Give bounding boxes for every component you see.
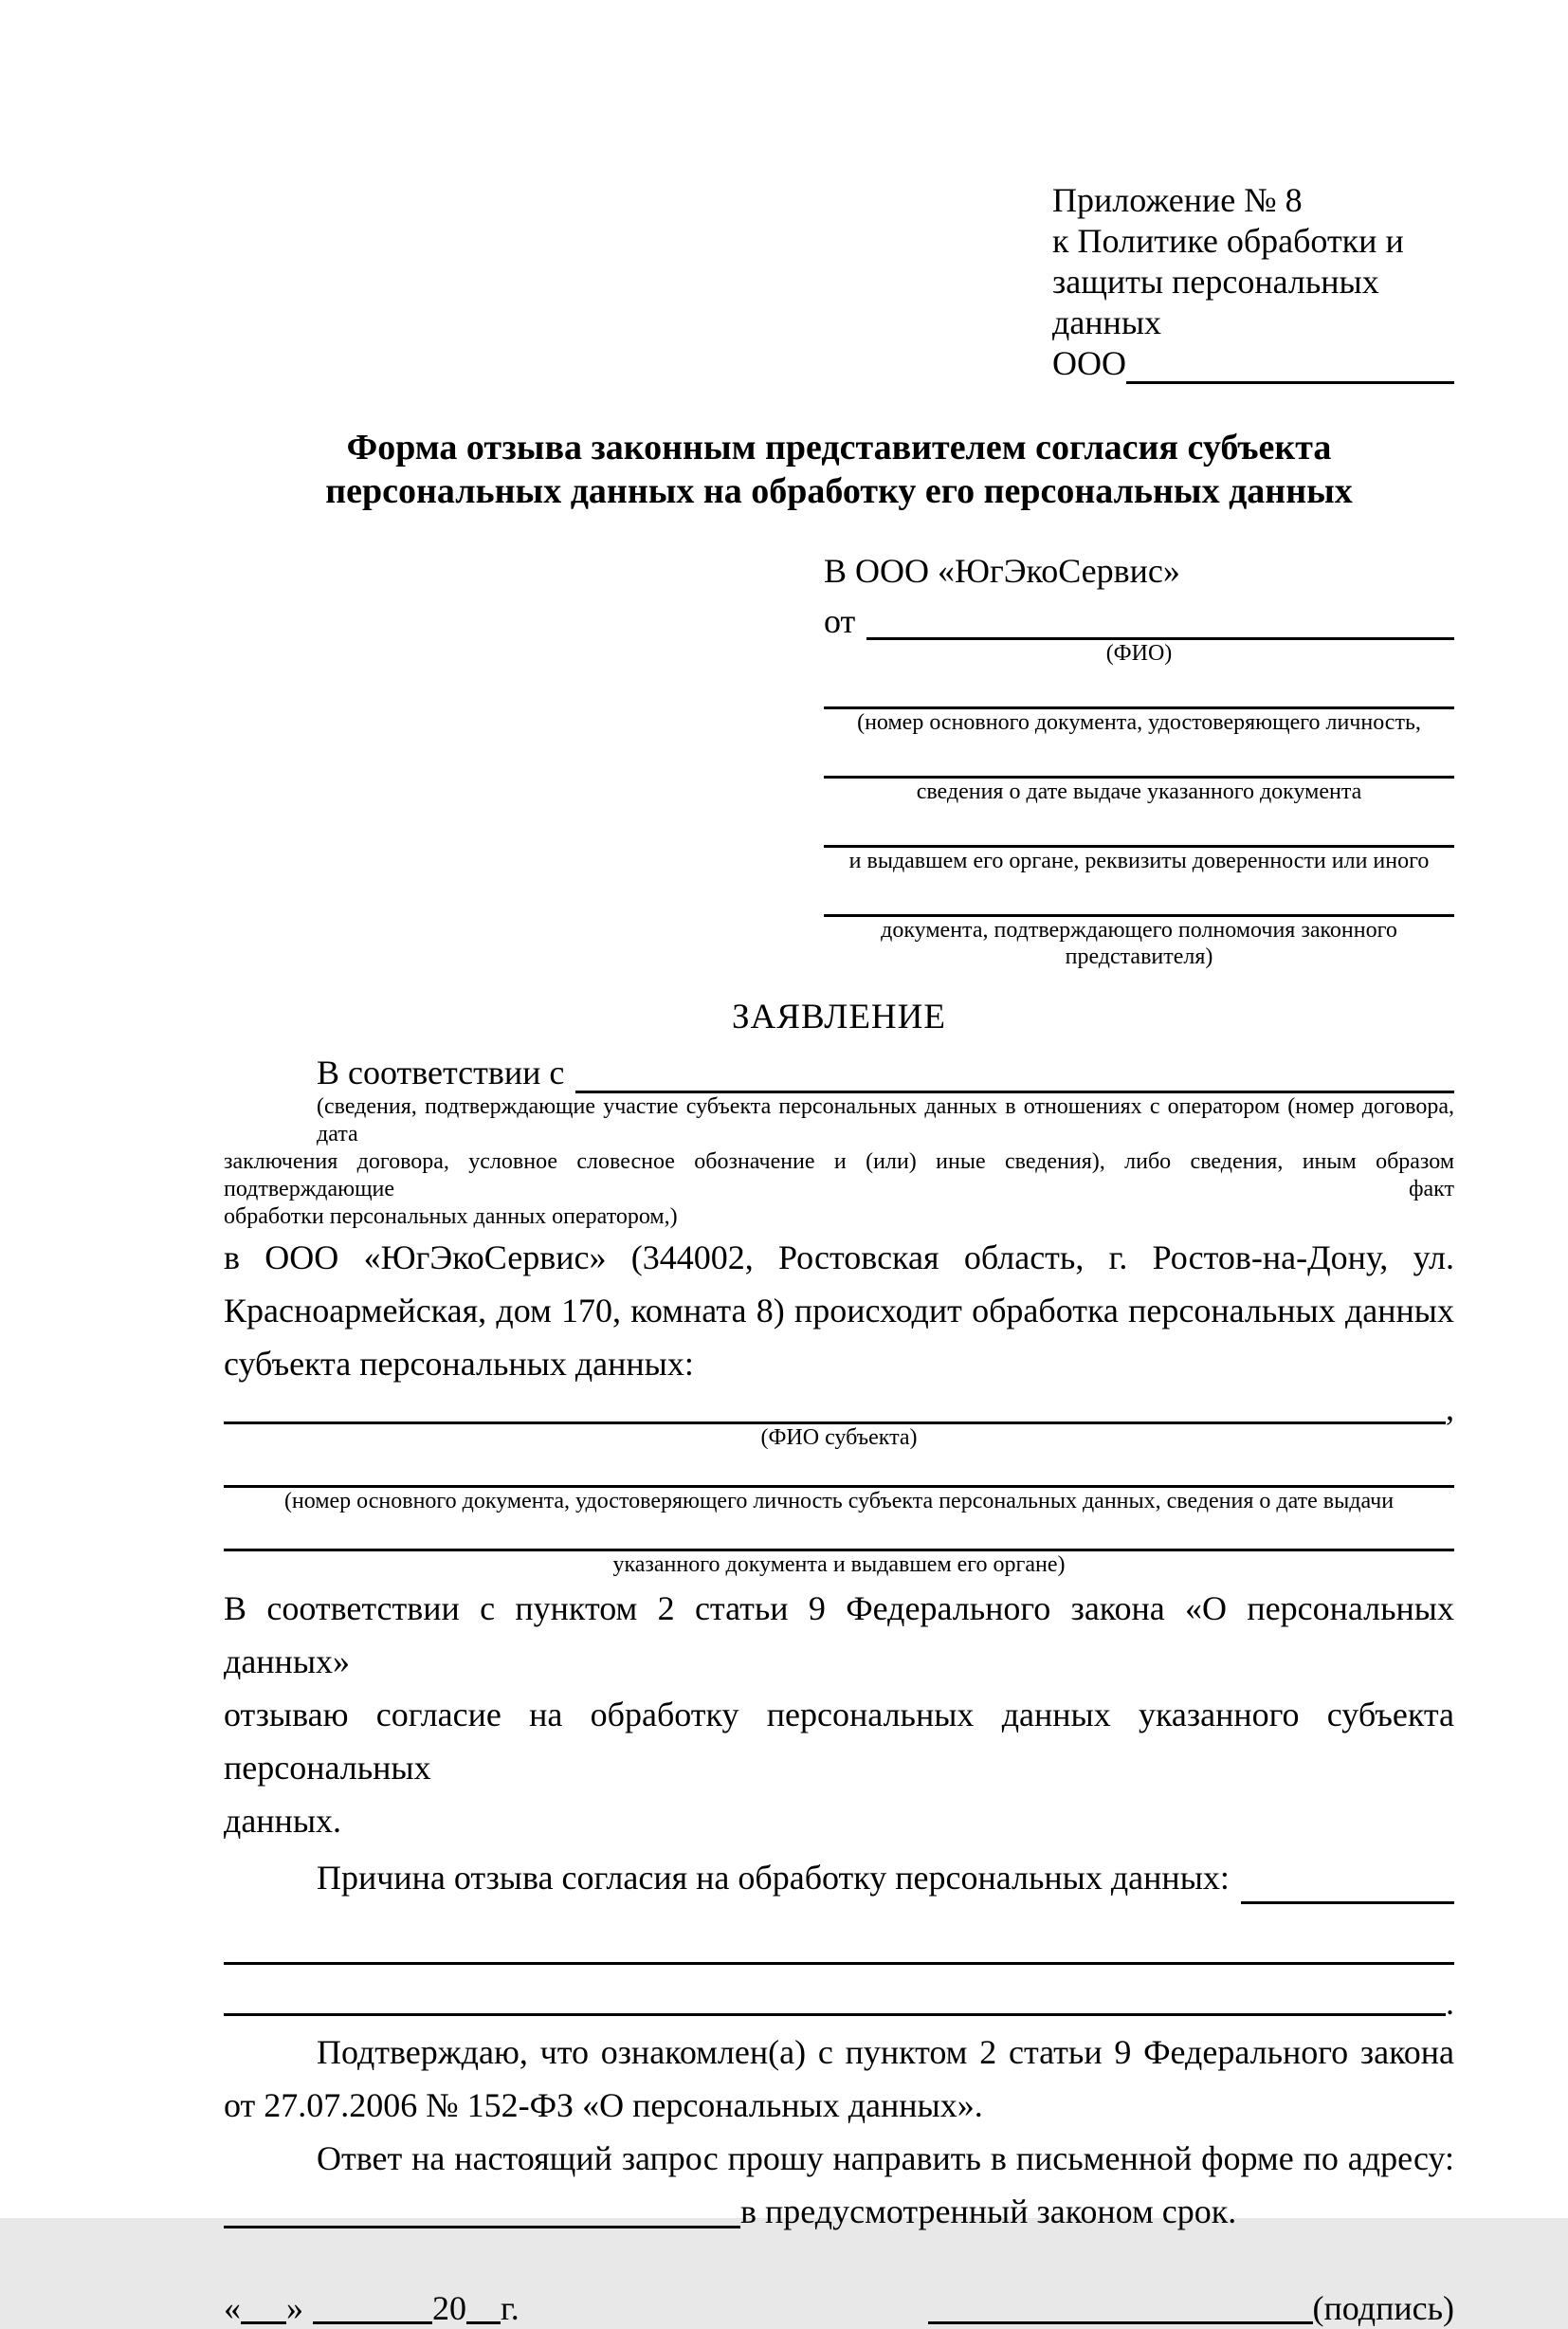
- subject-fio-row: [224, 1389, 1454, 1427]
- recipient-to-line: В ООО «ЮгЭкоСервис»: [824, 552, 1180, 590]
- operator-paragraph-line-3: субъекта персональных данных:: [224, 1345, 694, 1383]
- operator-paragraph-line-1: в ООО «ЮгЭкоСервис» (344002, Ростовская область, г. Ростов-на-Дону, ул.: [224, 1238, 1454, 1276]
- intro-caption-line-1: (сведения, подтверждающие участие субъекта персональных данных в отношениях с оператором (номер договора, дата: [317, 1094, 1454, 1146]
- operator-paragraph-line-2: Красноармейская, дом 170, комната 8) происходит обработка персональных данных: [224, 1292, 1454, 1330]
- reply-suffix: в предусмотренный законом срок.: [740, 2192, 1237, 2230]
- company-name-blank: [1126, 376, 1454, 384]
- reason-blank-2: [224, 2008, 1446, 2016]
- reply-line-2: [224, 2185, 1454, 2238]
- intro-blank: [575, 1086, 1454, 1093]
- doc-number-caption: (номер основного документа, удостоверяющего личность,: [857, 710, 1421, 735]
- footer-row: [224, 2287, 1454, 2329]
- reason-blank-1: [224, 1957, 1454, 1965]
- doc-number-blank: [824, 686, 1454, 709]
- company-row: [1052, 343, 1454, 384]
- date-quote-close: »: [286, 2289, 303, 2327]
- withdraw-paragraph: [224, 1582, 1454, 1847]
- reply-address-blank: [224, 2214, 740, 2228]
- date-group: [224, 2287, 520, 2329]
- reply-paragraph: [224, 2132, 1454, 2238]
- intro-caption-line-2: заключения договора, условное словесное обозначение и (или) иные сведения), либо сведения, иным образом подтверждающие факт: [224, 1149, 1454, 1201]
- reason-row: [224, 1851, 1454, 1904]
- date-year-blank: [466, 2310, 501, 2324]
- intro-label: В соответствии с: [317, 1054, 565, 1091]
- confirm-line-2: от 27.07.2006 № 152-ФЗ «О персональных данных».: [224, 2086, 983, 2124]
- doc-authority-group: [824, 824, 1454, 874]
- date-day-blank: [241, 2310, 286, 2324]
- subject-fio-comma: ,: [1446, 1389, 1454, 1427]
- intro-caption-line-3: обработки персональных данных оператором,): [224, 1204, 678, 1229]
- document-title-line-1: Форма отзыва законным представителем согласия субъекта: [346, 428, 1332, 468]
- from-row: [824, 602, 1454, 640]
- document-title: [224, 426, 1454, 513]
- subject-doc-caption-2: указанного документа и выдавшем его органе): [612, 1552, 1066, 1577]
- doc-powers-blank: [824, 893, 1454, 917]
- reason-label: Причина отзыва согласия на обработку персональных данных:: [317, 1859, 1230, 1897]
- signature-group: [928, 2287, 1454, 2329]
- appendix-line-1: Приложение № 8: [1052, 181, 1303, 219]
- date-quote-open: «: [224, 2289, 241, 2327]
- confirm-line-1: Подтверждаю, что ознакомлен(а) с пунктом 2 статьи 9 Федерального закона: [317, 2033, 1454, 2071]
- doc-powers-group: [824, 893, 1454, 970]
- recipient-block: [824, 551, 1454, 970]
- subject-doc-blank-1: [224, 1464, 1454, 1488]
- fio-caption: (ФИО): [1105, 641, 1173, 666]
- signature-caption: (подпись): [1312, 2289, 1454, 2327]
- reason-period: .: [1446, 1984, 1454, 2022]
- doc-issue-date-blank: [824, 755, 1454, 779]
- subject-doc-blank-2: [224, 1528, 1454, 1551]
- operator-paragraph: [224, 1231, 1454, 1390]
- reason-blank-row-2: [224, 1984, 1454, 2022]
- subject-fio-blank: [224, 1417, 1446, 1424]
- reason-blank-inline: [1241, 1897, 1454, 1904]
- doc-issue-date-caption: сведения о дате выдаче указанного документа: [916, 779, 1362, 804]
- reply-line-1: Ответ на настоящий запрос прошу направить в письменной форме по адресу:: [317, 2139, 1454, 2177]
- doc-issue-date-group: [824, 755, 1454, 805]
- company-prefix: ООО: [1052, 344, 1126, 382]
- withdraw-line-2: отзываю согласие на обработку персональных данных указанного субъекта персональных: [224, 1696, 1454, 1787]
- intro-row: [224, 1052, 1454, 1093]
- reason-blank-row-1: [224, 1942, 1454, 1965]
- statement-heading: ЗАЯВЛЕНИЕ: [732, 998, 946, 1036]
- date-year-suffix: г.: [501, 2289, 520, 2327]
- appendix-line-3: защиты персональных данных: [1052, 263, 1379, 341]
- doc-authority-caption: и выдавшем его органе, реквизиты доверенности или иного: [848, 849, 1430, 873]
- doc-number-group: [824, 686, 1454, 736]
- date-year-prefix: 20: [432, 2289, 466, 2327]
- signature-blank: [928, 2310, 1313, 2324]
- withdraw-line-1: В соответствии с пунктом 2 статьи 9 Федерального закона «О персональных данных»: [224, 1589, 1454, 1680]
- date-month-blank: [313, 2310, 432, 2324]
- confirm-paragraph: [224, 2026, 1454, 2132]
- subject-doc-caption-1: (номер основного документа, удостоверяющего личность субъекта персональных данных, сведения о дате выдачи: [283, 1489, 1395, 1513]
- appendix-line-2: к Политике обработки и: [1052, 222, 1404, 260]
- doc-authority-blank: [824, 824, 1454, 848]
- document-title-line-2: персональных данных на обработку его персональных данных: [325, 471, 1353, 511]
- from-fio-blank: [866, 633, 1454, 640]
- doc-powers-caption: документа, подтверждающего полномочия законного представителя): [881, 918, 1397, 969]
- withdraw-line-3: данных.: [224, 1802, 342, 1840]
- from-label: от: [824, 602, 856, 640]
- appendix-block: [1052, 180, 1454, 384]
- subject-fio-caption: (ФИО субъекта): [760, 1425, 918, 1450]
